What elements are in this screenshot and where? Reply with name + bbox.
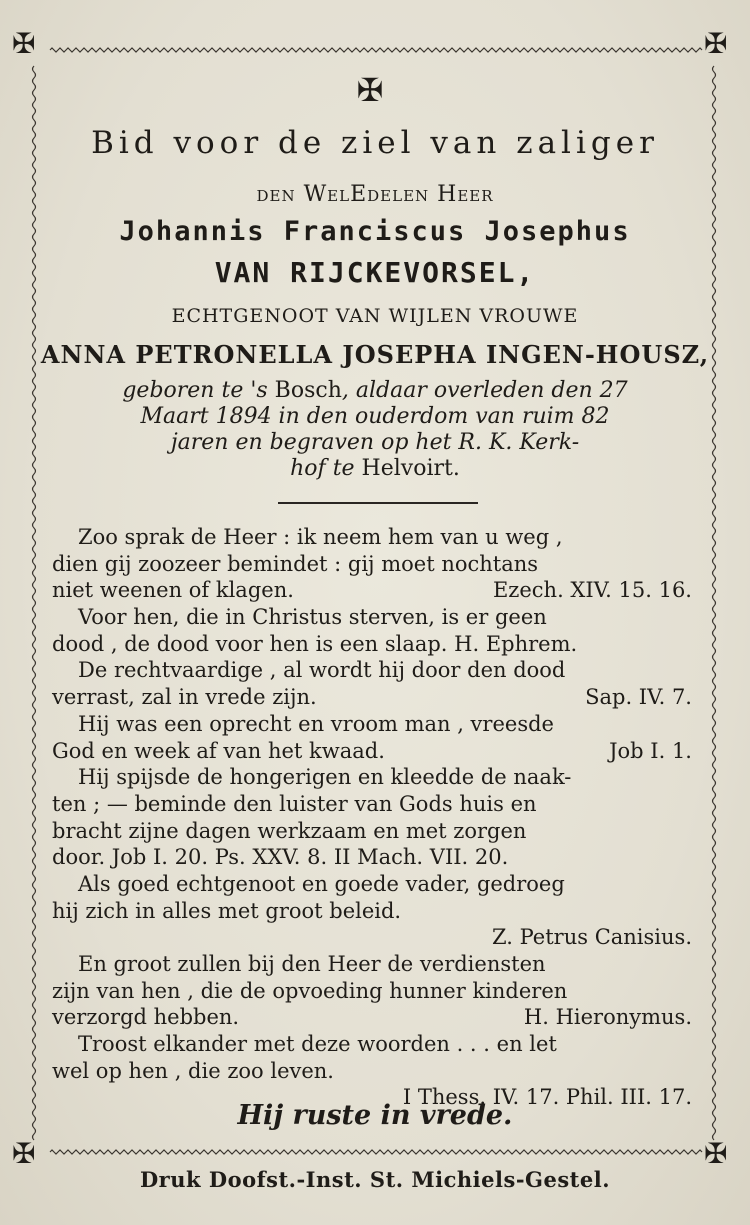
closing-prayer: Hij ruste in vrede.	[237, 1100, 513, 1131]
passage-line	[52, 684, 692, 711]
maltese-cross-icon: ✠	[356, 71, 384, 109]
passage-line	[52, 604, 692, 631]
passage-text: niet weenen of klagen.	[52, 578, 294, 603]
passage-line	[52, 657, 692, 684]
scripture-reference: Z. Petrus Canisius.	[492, 925, 692, 950]
passage-text: ten ; — beminde den luister van Gods huis en	[52, 791, 537, 816]
passage-line	[52, 764, 692, 791]
passage-text: verrast, zal in vrede zijn.	[52, 685, 317, 710]
passage-line	[52, 1058, 692, 1085]
passage-text: verzorgd hebben.	[52, 1005, 240, 1030]
passage-text: hij zich in alles met groot beleid.	[52, 898, 402, 923]
passage-line	[52, 524, 692, 551]
passage-line	[52, 871, 692, 898]
passage-line	[52, 738, 692, 765]
birth-line: hof te Helvoirt.	[290, 456, 460, 481]
birth-line: Maart 1894 in den ouderdom van ruim 82	[140, 404, 610, 429]
corner-ornament-icon: ✠	[704, 27, 728, 60]
passage-line	[52, 551, 692, 578]
passage-text: dood , de dood voor hen is een slaap. H. Ephrem.	[52, 631, 578, 656]
birth-death-details	[60, 378, 690, 482]
corner-ornament-icon: ✠	[12, 27, 36, 60]
scripture-reference: Job I. 1.	[609, 738, 692, 763]
honorific: den WelEdelen Heer	[256, 182, 494, 207]
border-wave	[50, 1150, 702, 1154]
corner-ornament-icon: ✠	[12, 1137, 36, 1170]
spouse-name: ANNA PETRONELLA JOSEPHA INGEN-HOUSZ,	[40, 340, 710, 369]
border-wave	[50, 48, 702, 52]
passage-text: Hij was een oprecht en vroom man , vreesde	[78, 711, 554, 736]
scripture-reference: H. Hieronymus.	[523, 1005, 692, 1030]
passage-line	[52, 844, 692, 871]
passage-line	[52, 951, 692, 978]
printer-credit: Druk Doofst.-Inst. St. Michiels-Gestel.	[139, 1167, 611, 1192]
border-wave	[33, 66, 36, 1140]
scripture-reference: Ezech. XIV. 15. 16.	[492, 578, 692, 603]
passage-text: Voor hen, die in Christus sterven, is er geen	[78, 605, 547, 630]
passage-line	[52, 978, 692, 1005]
divider-rule	[278, 502, 478, 504]
passage-line	[52, 1004, 692, 1031]
passage-text: door. Job I. 20. Ps. XXV. 8. II Mach. VII. 20.	[52, 845, 509, 870]
passage-line	[52, 898, 692, 925]
scripture-reference: Sap. IV. 7.	[585, 685, 692, 710]
card-title: Bid voor de ziel van zaliger	[91, 125, 659, 161]
passage-text: bracht zijne dagen werkzaam en met zorgen	[52, 818, 527, 843]
passage-text: Hij spijsde de hongerigen en kleedde de naak-	[78, 765, 572, 790]
scripture-passages	[52, 524, 692, 1111]
passage-line	[52, 791, 692, 818]
passage-text: dien gij zoozeer bemindet : gij moet nochtans	[52, 551, 539, 576]
spouse-intro: ECHTGENOOT VAN WIJLEN VROUWE	[171, 305, 579, 327]
passage-line	[52, 818, 692, 845]
passage-line	[52, 1031, 692, 1058]
passage-text: Zoo sprak de Heer : ik neem hem van u weg ,	[78, 525, 563, 549]
passage-text: Troost elkander met deze woorden . . . en let	[78, 1032, 557, 1057]
passage-text: God en week af van het kwaad.	[52, 738, 385, 763]
passage-line	[52, 924, 692, 951]
birth-line: jaren en begraven op het R. K. Kerk-	[170, 430, 580, 455]
passage-text: zijn van hen , die de opvoeding hunner kinderen	[52, 978, 568, 1003]
surname: VAN RIJCKEVORSEL,	[214, 256, 536, 289]
passage-text: De rechtvaardige , al wordt hij door den dood	[78, 658, 566, 683]
passage-text: En groot zullen bij den Heer de verdiensten	[78, 952, 546, 976]
passage-text: Als goed echtgenoot en goede vader, gedroeg	[78, 871, 565, 896]
birth-line: geboren te 's Bosch, aldaar overleden den 27	[122, 378, 628, 403]
passage-line	[52, 711, 692, 738]
passage-text: wel op hen , die zoo leven.	[52, 1058, 334, 1083]
scripture-reference: I Thess. IV. 17. Phil. III. 17.	[402, 1085, 692, 1110]
passage-line	[52, 631, 692, 658]
corner-ornament-icon: ✠	[704, 1137, 728, 1170]
passage-line	[52, 577, 692, 604]
given-names: Johannis Franciscus Josephus	[119, 216, 631, 247]
border-wave	[713, 66, 716, 1140]
